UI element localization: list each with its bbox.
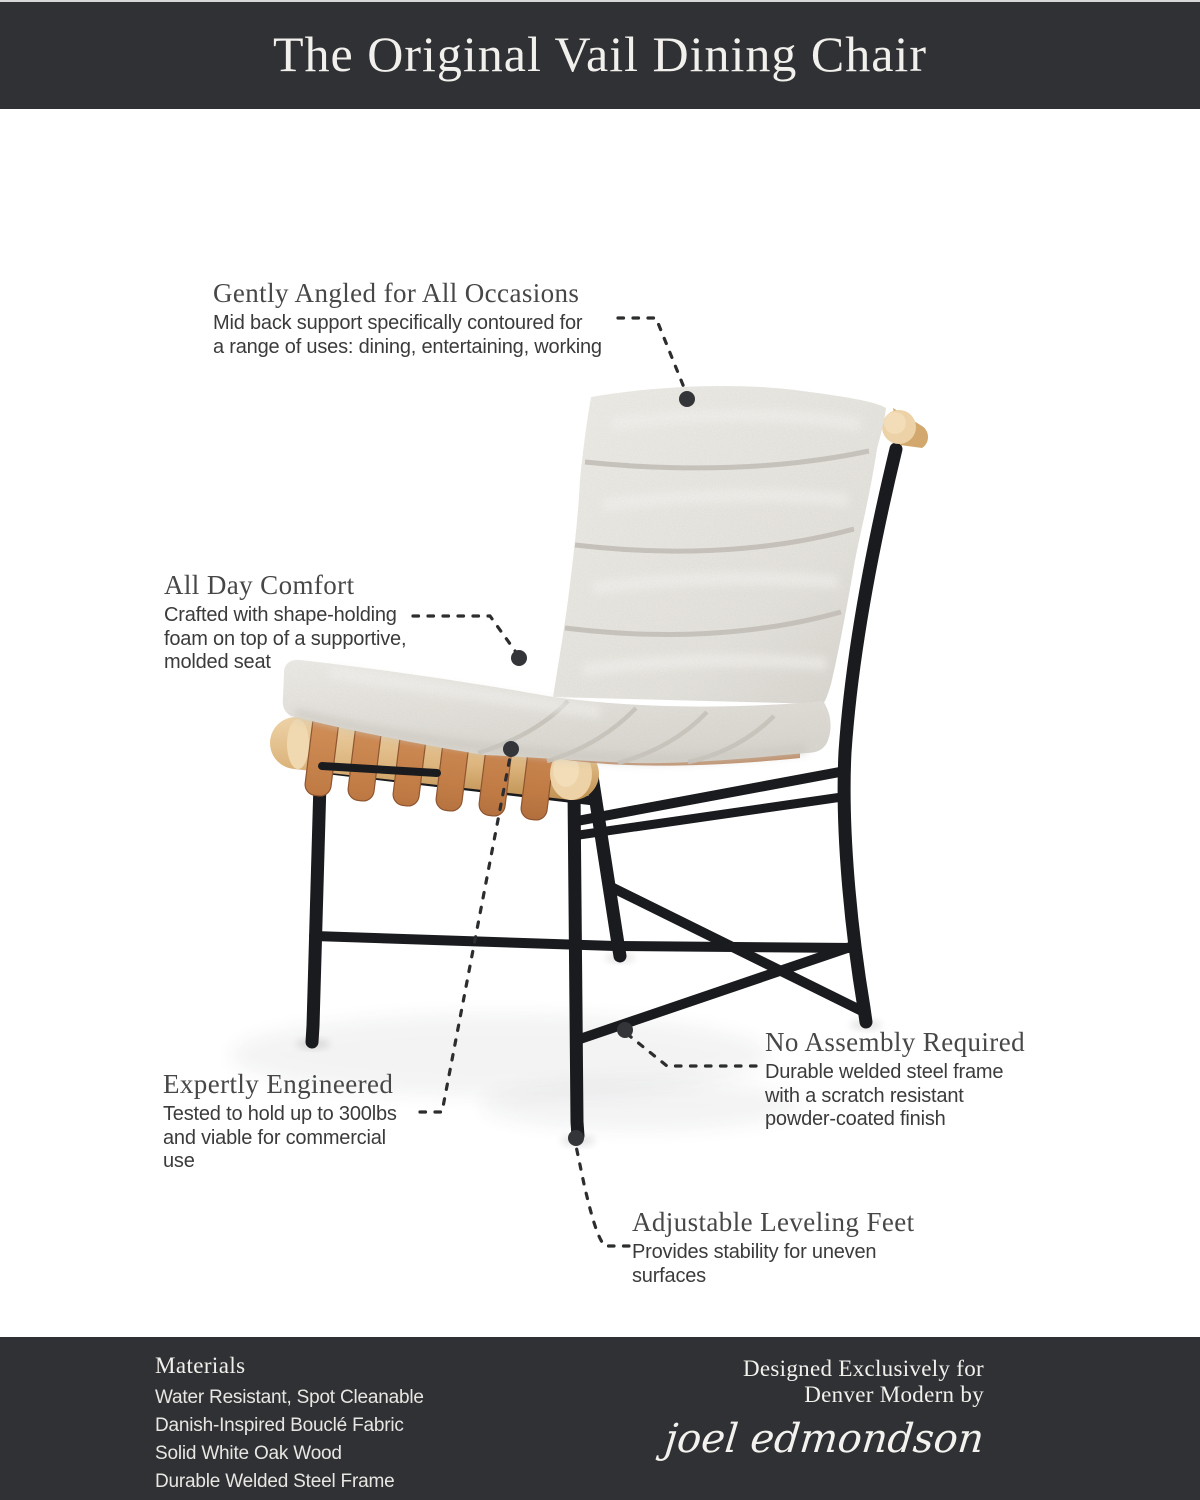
callout-line-text: molded seat (164, 651, 271, 673)
dot-frame (617, 1022, 633, 1038)
material-item: Danish-Inspired Bouclé Fabric (155, 1415, 404, 1436)
callout-engineered (163, 1068, 397, 1174)
callout-line-text: Mid back support specifically contoured for (213, 312, 583, 334)
designed-block (662, 1356, 987, 1462)
callout-line-text: and viable for commercial (163, 1126, 386, 1149)
callout-line-text: a range of uses: dining, entertaining, working (213, 335, 602, 358)
callout-line-text: surfaces (632, 1264, 706, 1287)
callout-line-text: Provides stability for uneven (632, 1241, 877, 1263)
dot-backrest (679, 391, 695, 407)
oak-dowel (882, 408, 928, 448)
material-item: Durable Welded Steel Frame (155, 1471, 395, 1492)
materials-heading: Materials (155, 1353, 246, 1378)
designer-signature: joel edmondson (662, 1416, 987, 1462)
callout-line-text: Tested to hold up to 300lbs (163, 1103, 397, 1125)
callout-line-text: foam on top of a supportive, (164, 627, 407, 650)
front-right-leg (574, 790, 578, 1136)
leader-angled (618, 318, 687, 395)
callout-feet (632, 1206, 915, 1288)
chair-backrest (553, 386, 886, 704)
page-title: The Original Vail Dining Chair (273, 26, 927, 82)
callout-comfort (164, 569, 406, 675)
dot-foot (568, 1130, 584, 1146)
material-item: Solid White Oak Wood (155, 1443, 342, 1464)
materials-block (155, 1352, 424, 1496)
dot-seat-edge (503, 741, 519, 757)
callout-heading: Adjustable Leveling Feet (632, 1207, 915, 1237)
callout-heading: Expertly Engineered (163, 1069, 394, 1099)
callout-line-text: Crafted with shape-holding (164, 604, 397, 626)
callout-angled (213, 277, 602, 359)
callout-line-text: use (163, 1150, 195, 1172)
callout-line-text: with a scratch resistant (765, 1084, 964, 1107)
material-item: Water Resistant, Spot Cleanable (155, 1387, 424, 1408)
rear-left-leg (592, 776, 620, 956)
callout-heading: No Assembly Required (765, 1027, 1025, 1057)
leader-feet (576, 1146, 629, 1246)
callout-heading: All Day Comfort (164, 570, 355, 600)
designed-for-line: Denver Modern by (804, 1382, 984, 1407)
callout-heading: Gently Angled for All Occasions (213, 278, 580, 308)
callout-line-text: powder-coated finish (765, 1108, 946, 1130)
callout-line-text: Durable welded steel frame (765, 1061, 1004, 1083)
callout-assembly (765, 1026, 1025, 1132)
leader-comfort (413, 616, 518, 655)
dot-seat (511, 650, 527, 666)
designed-for-line: Designed Exclusively for (743, 1356, 984, 1381)
